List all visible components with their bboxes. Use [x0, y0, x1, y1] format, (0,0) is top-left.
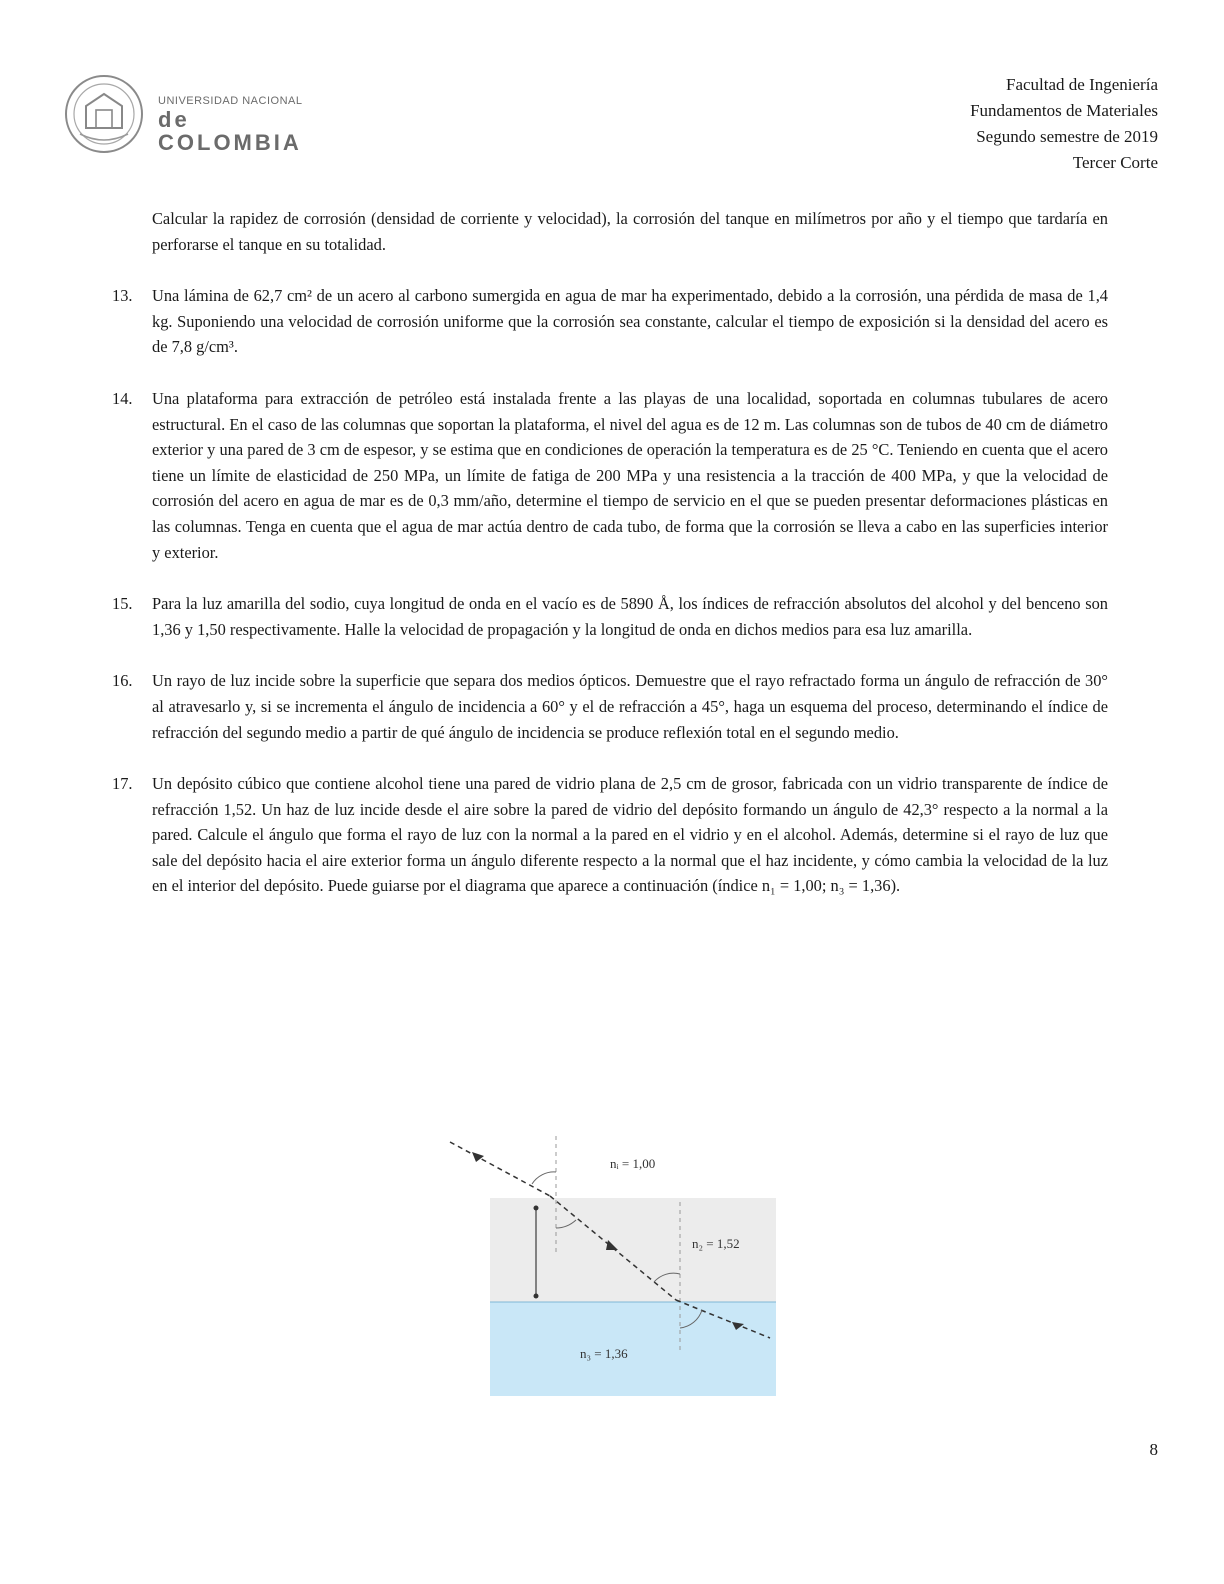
problem-13	[112, 283, 1108, 360]
label-n-alcohol: n₃ = 1,36	[580, 1346, 628, 1361]
label-n-air: nᵢ = 1,00	[610, 1156, 656, 1171]
wordmark-line-2: de COLOMBIA	[158, 106, 302, 155]
label-n-glass: n₂ = 1,52	[692, 1236, 740, 1251]
problem-14	[112, 386, 1108, 565]
problem-number: 13.	[112, 286, 133, 306]
problem-text: Para la luz amarilla del sodio, cuya longitud de onda en el vacío es de 5890 Å, los índices de refracción absolutos del alcohol y del benceno son 1,36 y 1,50 respectivamente. Halle la velocidad de propagación y la longitud de onda en dichos medios para esa luz amarilla.	[152, 594, 1108, 639]
problem-number: 16.	[112, 671, 133, 691]
university-logo	[62, 72, 318, 156]
problem-text: Un rayo de luz incide sobre la superficie que separa dos medios ópticos. Demuestre que el rayo refractado forma un ángulo de refracción de 30° al atravesarlo y, si se incrementa el ángulo de incidencia a 60° y el de refracción a 45°, haga un esquema del proceso, determinando el índice de refracción del segundo medio a partir de qué ángulo de incidencia se produce reflexión total en el segundo medio.	[152, 671, 1108, 742]
header-course: Fundamentos de Materiales	[970, 101, 1158, 120]
problem-number: 14.	[112, 388, 133, 408]
page-number: 8	[1149, 1440, 1158, 1459]
problem-number: 17.	[112, 774, 133, 794]
problem-15	[112, 591, 1108, 642]
university-seal-icon	[62, 72, 146, 156]
header-semester: Segundo semestre de 2019	[976, 127, 1158, 146]
wordmark-line-1: UNIVERSIDAD NACIONAL	[158, 95, 303, 107]
angle-arc-1	[532, 1172, 556, 1184]
header-term: Tercer Corte	[1072, 153, 1158, 172]
problem-list	[112, 206, 1108, 899]
problem-text: Una lámina de 62,7 cm² de un acero al carbono sumergida en agua de mar ha experimentado, debido a la corrosión, una pérdida de masa de 1,4 kg. Suponiendo una velocidad de corrosión uniforme que la corrosión sea constante, calcular el tiempo de exposición si la densidad del acero es de 7,8 g/cm³.	[152, 286, 1108, 357]
continuation-paragraph: Calcular la rapidez de corrosión (densidad de corriente y velocidad), la corrosión del tanque en milímetros por año y el tiempo que tardaría en perforarse el tanque en su totalidad.	[152, 209, 1108, 254]
refraction-diagram	[440, 1132, 780, 1396]
incident-ray	[450, 1142, 550, 1196]
course-header	[970, 72, 1158, 176]
problem-text: Un depósito cúbico que contiene alcohol tiene una pared de vidrio plana de 2,5 cm de grosor, fabricada con un vidrio transparente de índice de refracción 1,52. Un haz de luz incide desde el aire sobre la pared de vidrio del depósito formando un ángulo de 42,3° respecto a la normal a la pared. Calcule el ángulo que forma el rayo de luz con la normal a la pared en el vidrio y en el alcohol. Además, determine si el rayo de luz que sale del depósito hacia el aire exterior forma un ángulo diferente respecto a la normal que el haz incidente, y cómo cambia la velocidad de la luz en el interior del depósito. Puede guiarse por el diagrama que aparece a continuación (índice n₁ = 1,00; n₃ = 1,36).	[152, 774, 1108, 896]
alcohol-layer	[490, 1302, 776, 1396]
thickness-marker-bottom	[534, 1294, 539, 1299]
problem-number: 15.	[112, 594, 133, 614]
university-wordmark	[158, 96, 318, 154]
problem-17	[112, 771, 1108, 899]
problem-16	[112, 668, 1108, 745]
thickness-marker-top	[534, 1206, 539, 1211]
problem-text: Una plataforma para extracción de petróleo está instalada frente a las playas de una localidad, soportada en columnas tubulares de acero estructural. En el caso de las columnas que soportan la plataforma, el nivel del agua es de 12 m. Las columnas son de tubos de 40 cm de diámetro exterior y una pared de 3 cm de espesor, y se estima que en condiciones de operación la temperatura es de 25 °C. Teniendo en cuenta que el acero tiene un límite de elasticidad de 250 MPa, un límite de fatiga de 200 MPa y una resistencia a la tracción de 400 MPa, y que la velocidad de corrosión del acero en agua de mar es de 0,3 mm/año, determine el tiempo de servicio en el que se pueden presentar deformaciones plásticas en las columnas. Tenga en cuenta que el agua de mar actúa dentro de cada tubo, de forma que la corrosión se lleva a cabo en las superficies interior y exterior.	[152, 388, 1108, 562]
incident-ray-arrow	[472, 1152, 484, 1162]
header-faculty: Facultad de Ingeniería	[1006, 75, 1158, 94]
